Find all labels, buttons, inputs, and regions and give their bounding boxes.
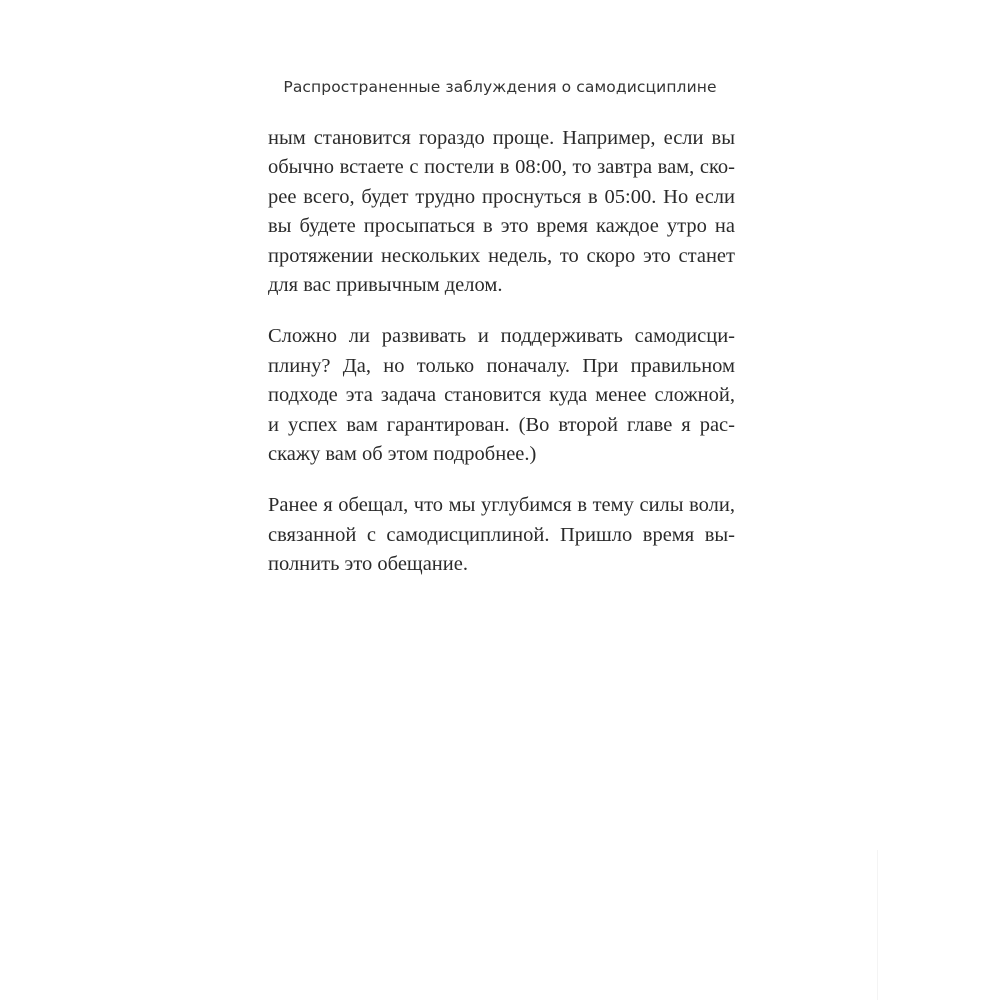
text-line: обычно встаете с постели в 08:00, то завтра вам, ско- (268, 156, 735, 179)
paragraph-2 (268, 322, 735, 469)
paragraph-1 (268, 124, 735, 300)
text-line: для вас привычным делом. (268, 273, 503, 296)
text-line: и успех вам гарантирован. (Во второй главе я рас- (268, 413, 735, 436)
text-line: Ранее я обещал, что мы углубимся в тему силы воли, (268, 494, 735, 517)
text-line: подходе эта задача становится куда менее сложной, (268, 384, 735, 407)
page-edge-shadow (877, 850, 878, 1000)
text-line: протяжении нескольких недель, то скоро это станет (268, 244, 735, 267)
text-line: скажу вам об этом подробнее.) (268, 442, 537, 465)
paragraph-3 (268, 491, 735, 579)
text-line: связанной с самодисциплиной. Пришло время вы- (268, 523, 735, 546)
running-header: Распространенные заблуждения о самодисциплине (283, 78, 717, 96)
text-line: вы будете просыпаться в это время каждое утро на (268, 215, 735, 238)
body-text (268, 124, 735, 601)
text-line: Сложно ли развивать и поддерживать самодисци- (268, 325, 735, 348)
text-line: плину? Да, но только поначалу. При правильном (268, 354, 735, 377)
text-line: рее всего, будет трудно проснуться в 05:00. Но если (268, 185, 735, 208)
text-line: ным становится гораздо проще. Например, если вы (268, 127, 735, 149)
text-line: полнить это обещание. (268, 553, 468, 576)
